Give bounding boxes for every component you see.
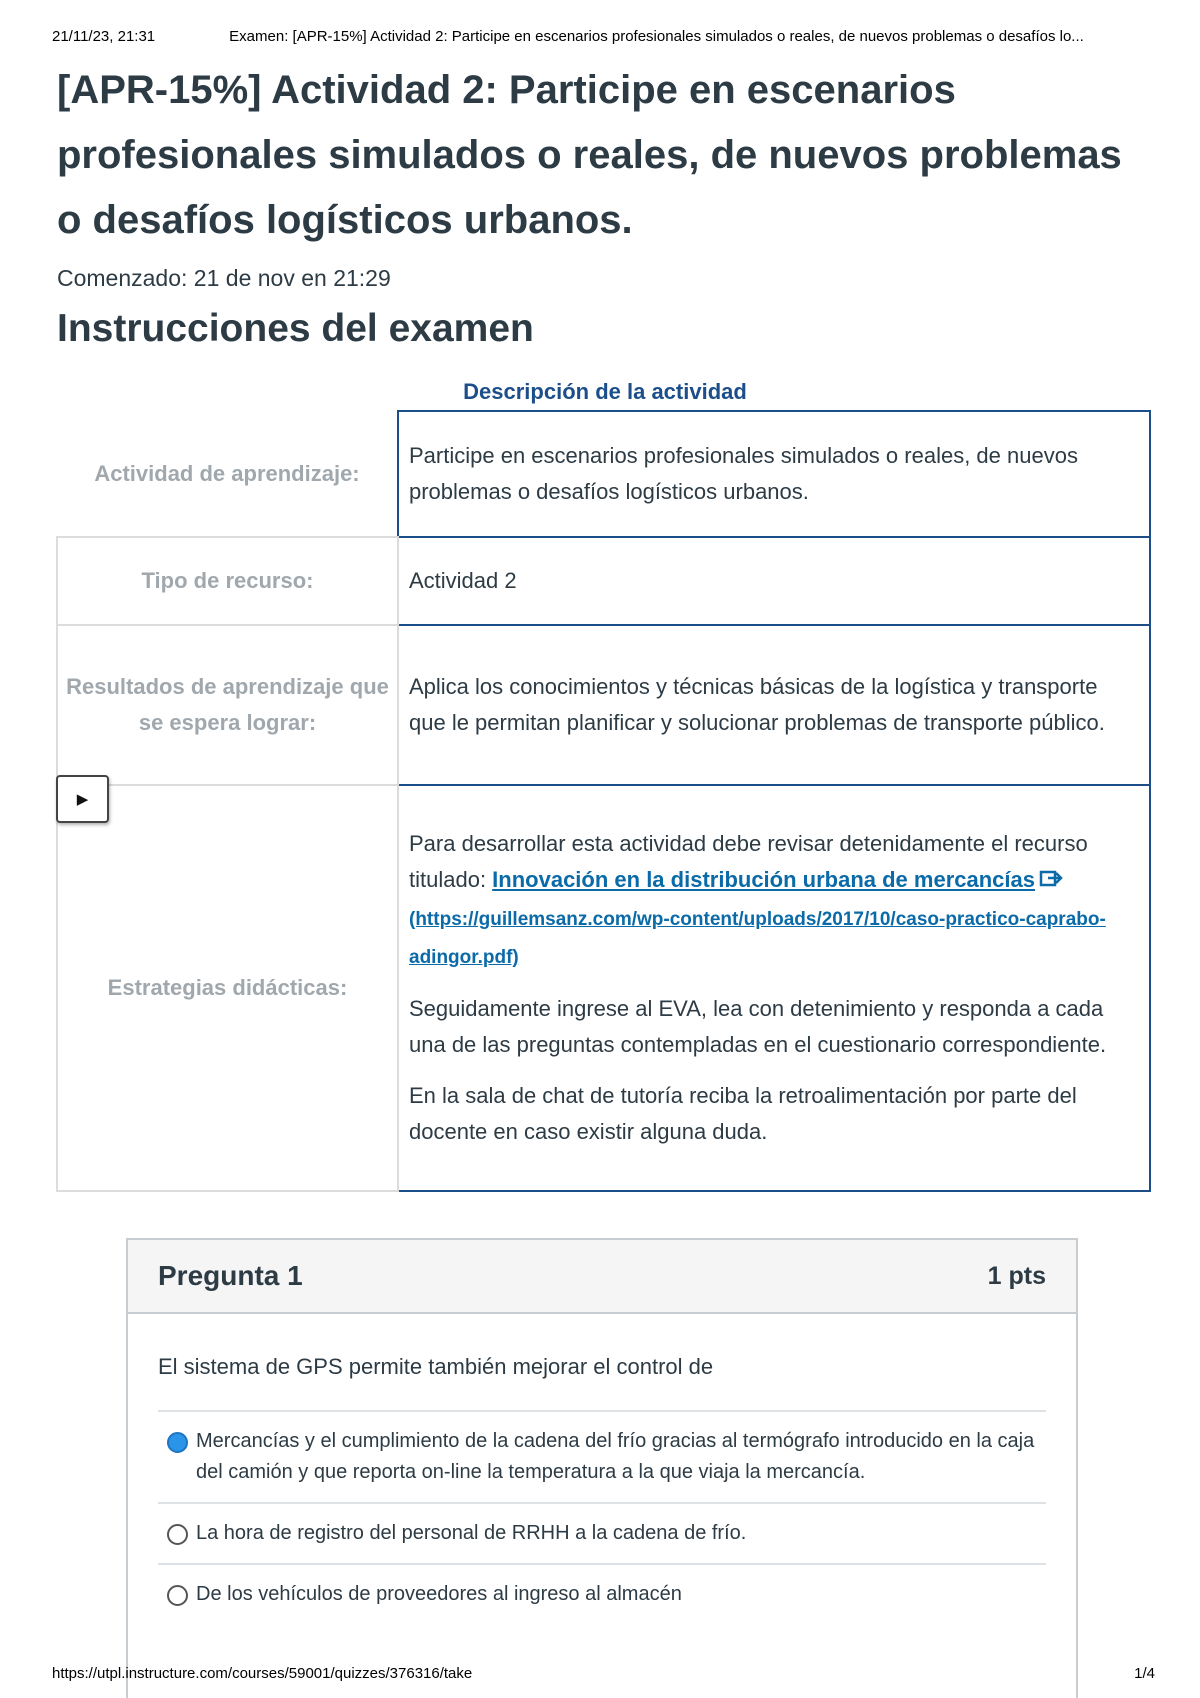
strategy-paragraph-2: Seguidamente ingrese al EVA, lea con detenimiento y responda a cada una de las preguntas contempladas en el cuestionario correspondiente.: [409, 995, 1107, 1057]
question-points: 1 pts: [987, 1261, 1046, 1290]
activity-description-table: [56, 410, 1151, 1192]
table-row: [57, 411, 1150, 537]
answer-option[interactable]: [158, 1410, 1046, 1502]
row-value: [398, 785, 1150, 1191]
started-timestamp: Comenzado: 21 de nov en 21:29: [57, 265, 391, 291]
radio-icon[interactable]: [167, 1524, 188, 1545]
strategy-paragraph-1: [409, 826, 1139, 975]
resource-link[interactable]: Innovación en la distribución urbana de mercancías: [492, 867, 1035, 893]
question-header: [128, 1240, 1076, 1314]
table-row: [57, 537, 1150, 625]
print-header: [52, 28, 1160, 45]
row-value: Actividad 2: [398, 537, 1150, 625]
answer-option[interactable]: [158, 1563, 1046, 1624]
row-value: Participe en escenarios profesionales simulados o reales, de nuevos problemas o desafíos logísticos urbanos.: [398, 411, 1150, 537]
play-button[interactable]: [56, 775, 109, 823]
row-label: Actividad de aprendizaje:: [57, 411, 398, 537]
question-text: El sistema de GPS permite también mejorar el control de: [158, 1354, 714, 1379]
radio-icon[interactable]: [167, 1432, 188, 1453]
strategy-intro-text: Para desarrollar esta actividad debe revisar detenidamente el recurso titulado:: [409, 831, 1088, 893]
answer-label: De los vehículos de proveedores al ingreso al almacén: [196, 1583, 682, 1605]
play-icon: ▶: [76, 791, 89, 808]
print-page-title: Examen: [APR-15%] Actividad 2: Participe en escenarios profesionales simulados o reales, de nuevos problemas o desafíos lo...: [229, 28, 1084, 45]
print-url: https://utpl.instructure.com/courses/59001/quizzes/376316/take: [52, 1665, 473, 1682]
question-body: [128, 1354, 1076, 1624]
page-title: [APR-15%] Actividad 2: Participe en escenarios profesionales simulados o reales, de nuevos problemas o desafíos logísticos urbanos.: [57, 68, 1122, 242]
radio-icon[interactable]: [167, 1585, 188, 1606]
answer-label: La hora de registro del personal de RRHH a la cadena de frío.: [196, 1522, 747, 1544]
print-footer: [52, 1665, 1155, 1682]
table-row: [57, 625, 1150, 785]
answer-label: Mercancías y el cumplimiento de la cadena del frío gracias al termógrafo introducido en la caja del camión y que reporta on-line la temperatura a la que viaja la mercancía.: [196, 1430, 1035, 1483]
question-card: [126, 1238, 1078, 1698]
print-datetime: 21/11/23, 21:31: [52, 28, 156, 45]
row-label: Resultados de aprendizaje que se espera lograr:: [57, 625, 398, 785]
row-label: Tipo de recurso:: [57, 537, 398, 625]
external-link-icon[interactable]: [1039, 864, 1065, 900]
row-value: Aplica los conocimientos y técnicas básicas de la logística y transporte que le permitan planificar y solucionar problemas de transporte público.: [398, 625, 1150, 785]
question-title: Pregunta 1: [158, 1260, 303, 1291]
instructions-heading: Instrucciones del examen: [57, 307, 534, 350]
answer-option[interactable]: [158, 1502, 1046, 1563]
table-row: [57, 785, 1150, 1191]
table-caption: Descripción de la actividad: [463, 379, 747, 404]
print-page-number: 1/4: [1134, 1665, 1155, 1682]
strategy-paragraph-3: En la sala de chat de tutoría reciba la retroalimentación por parte del docente en caso existir alguna duda.: [409, 1082, 1077, 1144]
row-label: Estrategias didácticas:: [57, 785, 398, 1191]
resource-url-link[interactable]: (https://guillemsanz.com/wp-content/uploads/2017/10/caso-practico-caprabo-adingor.pdf): [409, 908, 1106, 968]
